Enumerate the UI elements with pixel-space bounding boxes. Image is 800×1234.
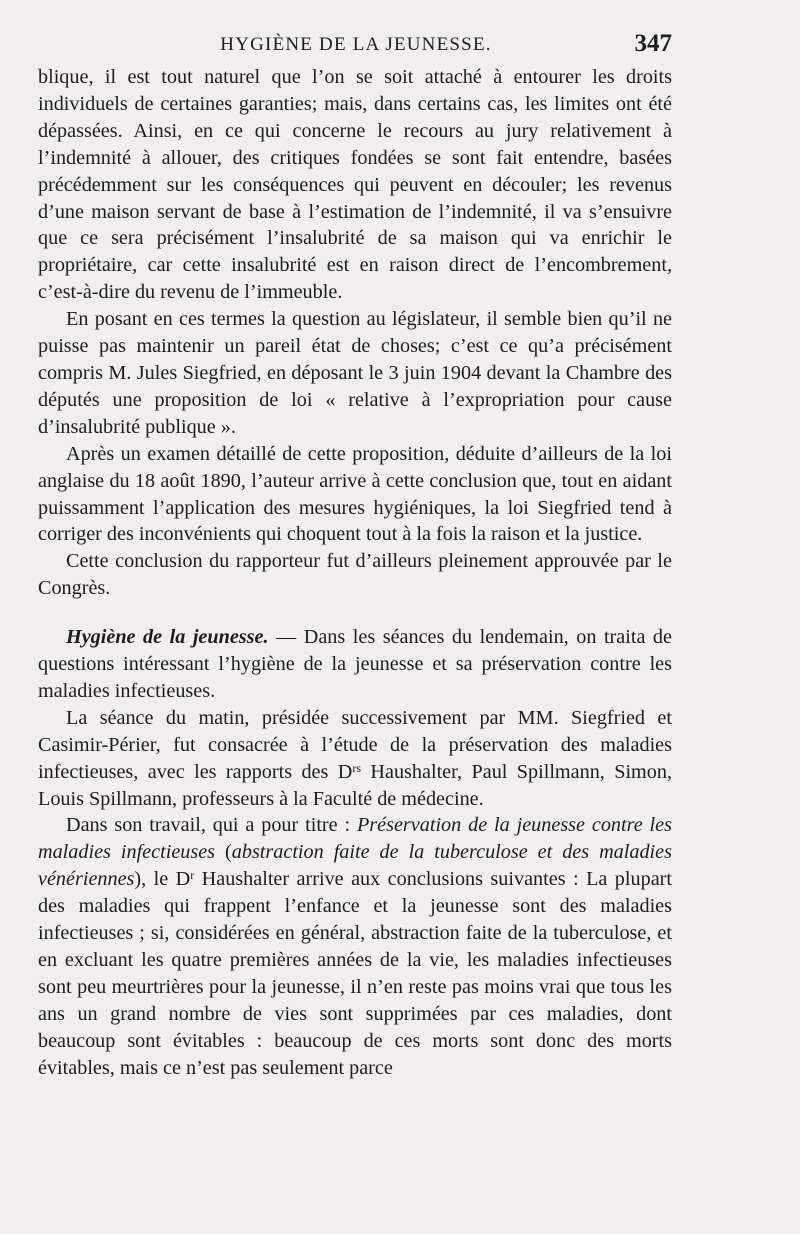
paragraph-1: blique, il est tout naturel que l’on se soit attaché à entourer les droits individuels de certaines garanties; mais, dans certains cas, les limites ont été dépassées. Ainsi, en ce qui concerne le recours au jury relativement à l’indemnité à allouer, des critiques fondées se sont fait entendre, basées précédemment sur les conséquences qui peuvent en découler; les revenus d’une maison servant de base à l’estimation de l’indemnité, il va s’ensuivre que ce sera précisément l’insalubrité de sa maison qui va enrichir le propriétaire, car cette insalubrité est en raison direct de l’encombrement, c’est-à-dire du revenu de l’immeuble. [38,66,672,304]
page-header [40,30,672,64]
paragraph-6-text-a: La séance du matin, présidée successivement par MM. Siegfried et Casimir-Périer, fut consacrée à l’étude de la préservation des maladies infectieuses, avec les rapports des D [38,706,672,783]
paragraph-7-text-b: ( [215,841,232,864]
paragraph-6 [38,705,672,813]
section-text: Dans les séances du lendemain, on traita de questions intéressant l’hygiène de la jeunesse et sa préservation contre les maladies infectieuses. [38,626,672,702]
paragraph-7-text-d: Haushalter arrive aux conclusions suivantes : La plupart des maladies qui frappent l’enfance et la jeunesse sont des maladies infectieuses ; si, considérées en général, abstraction faite de la tuberculose, et en excluant les quatre premières années de la vie, les maladies infectieuses sont peu meurtrières pour la jeunesse, il n’en reste pas moins vrai que tous les ans un grand nombre de vies sont supprimées par ces maladies, dont beaucoup sont évitables : beaucoup de ces morts sont donc des morts évitables, mais ce n’est pas seulement parce [38,868,672,1079]
paragraph-section-hygiene [38,624,672,705]
section-gap [38,602,672,624]
paragraph-7 [38,812,672,1081]
paragraph-7-subtitle-italic: abstraction faite de la tuberculose et des maladies vénériennes [38,841,672,891]
running-head: HYGIÈNE DE LA JEUNESSE. [220,34,492,55]
paragraph-4: Cette conclusion du rapporteur fut d’ailleurs pleinement approuvée par le Congrès. [38,550,672,600]
page-number: 347 [634,30,672,57]
superscript-rs: rs [352,760,362,775]
superscript-r: r [190,868,195,883]
paragraph-3: Après un examen détaillé de cette proposition, déduite d’ailleurs de la loi anglaise du 18 août 1890, l’auteur arrive à cette conclusion que, tout en aidant puissamment l’application des mesures hygiéniques, la loi Siegfried tend à corriger des inconvénients qui choquent tout à la fois la raison et la justice. [38,442,672,546]
paragraph-6-text-b: Haushalter, Paul Spillmann, Simon, Louis Spillmann, professeurs à la Faculté de médecine. [38,760,672,810]
paragraph-7-text-c: ), le D [134,868,191,891]
paragraph-7-text-a: Dans son travail, qui a pour titre : [66,814,357,837]
body-text [38,64,672,1082]
paragraph-7-title-italic: Préservation de la jeunesse contre les maladies infectieuses [38,814,672,864]
paragraph-2: En posant en ces termes la question au législateur, il semble bien qu’il ne puisse pas maintenir un pareil état de choses; c’est ce qu’a précisément compris M. Jules Siegfried, en déposant le 3 juin 1904 devant la Chambre des députés une proposition de loi « relative à l’expropriation pour cause d’insalubrité publique ». [38,308,672,438]
section-title: Hygiène de la jeunesse. [66,626,269,649]
section-dash: — [268,626,304,649]
